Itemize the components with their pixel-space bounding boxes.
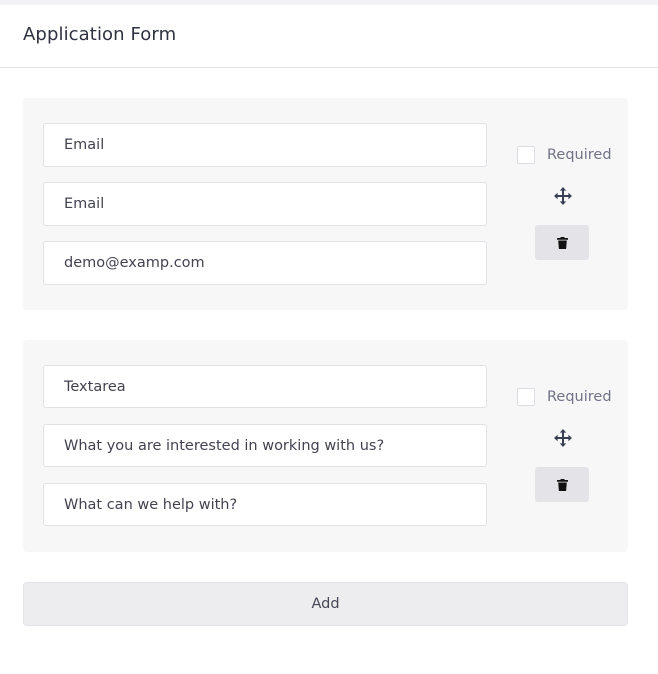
required-checkbox[interactable] (517, 388, 535, 406)
required-checkbox[interactable] (517, 146, 535, 164)
delete-field-button[interactable] (535, 225, 589, 260)
required-label: Required (547, 147, 612, 163)
trash-icon (557, 479, 568, 491)
field-label-input[interactable] (43, 182, 487, 226)
field-placeholder-input[interactable] (43, 241, 487, 285)
field-type-input[interactable] (43, 365, 487, 408)
move-icon[interactable] (553, 428, 573, 448)
field-label-input[interactable] (43, 424, 487, 467)
form-header (0, 5, 658, 68)
trash-icon (557, 237, 568, 249)
field-placeholder-input[interactable] (43, 483, 487, 526)
required-toggle[interactable] (517, 388, 612, 406)
required-toggle[interactable] (517, 146, 612, 164)
delete-field-button[interactable] (535, 467, 589, 502)
move-icon[interactable] (553, 186, 573, 206)
field-type-input[interactable] (43, 123, 487, 167)
form-field-card (23, 98, 628, 310)
add-field-button[interactable]: Add (23, 582, 628, 626)
form-field-card (23, 340, 628, 552)
page-title: Application Form (23, 24, 177, 45)
required-label: Required (547, 389, 612, 405)
